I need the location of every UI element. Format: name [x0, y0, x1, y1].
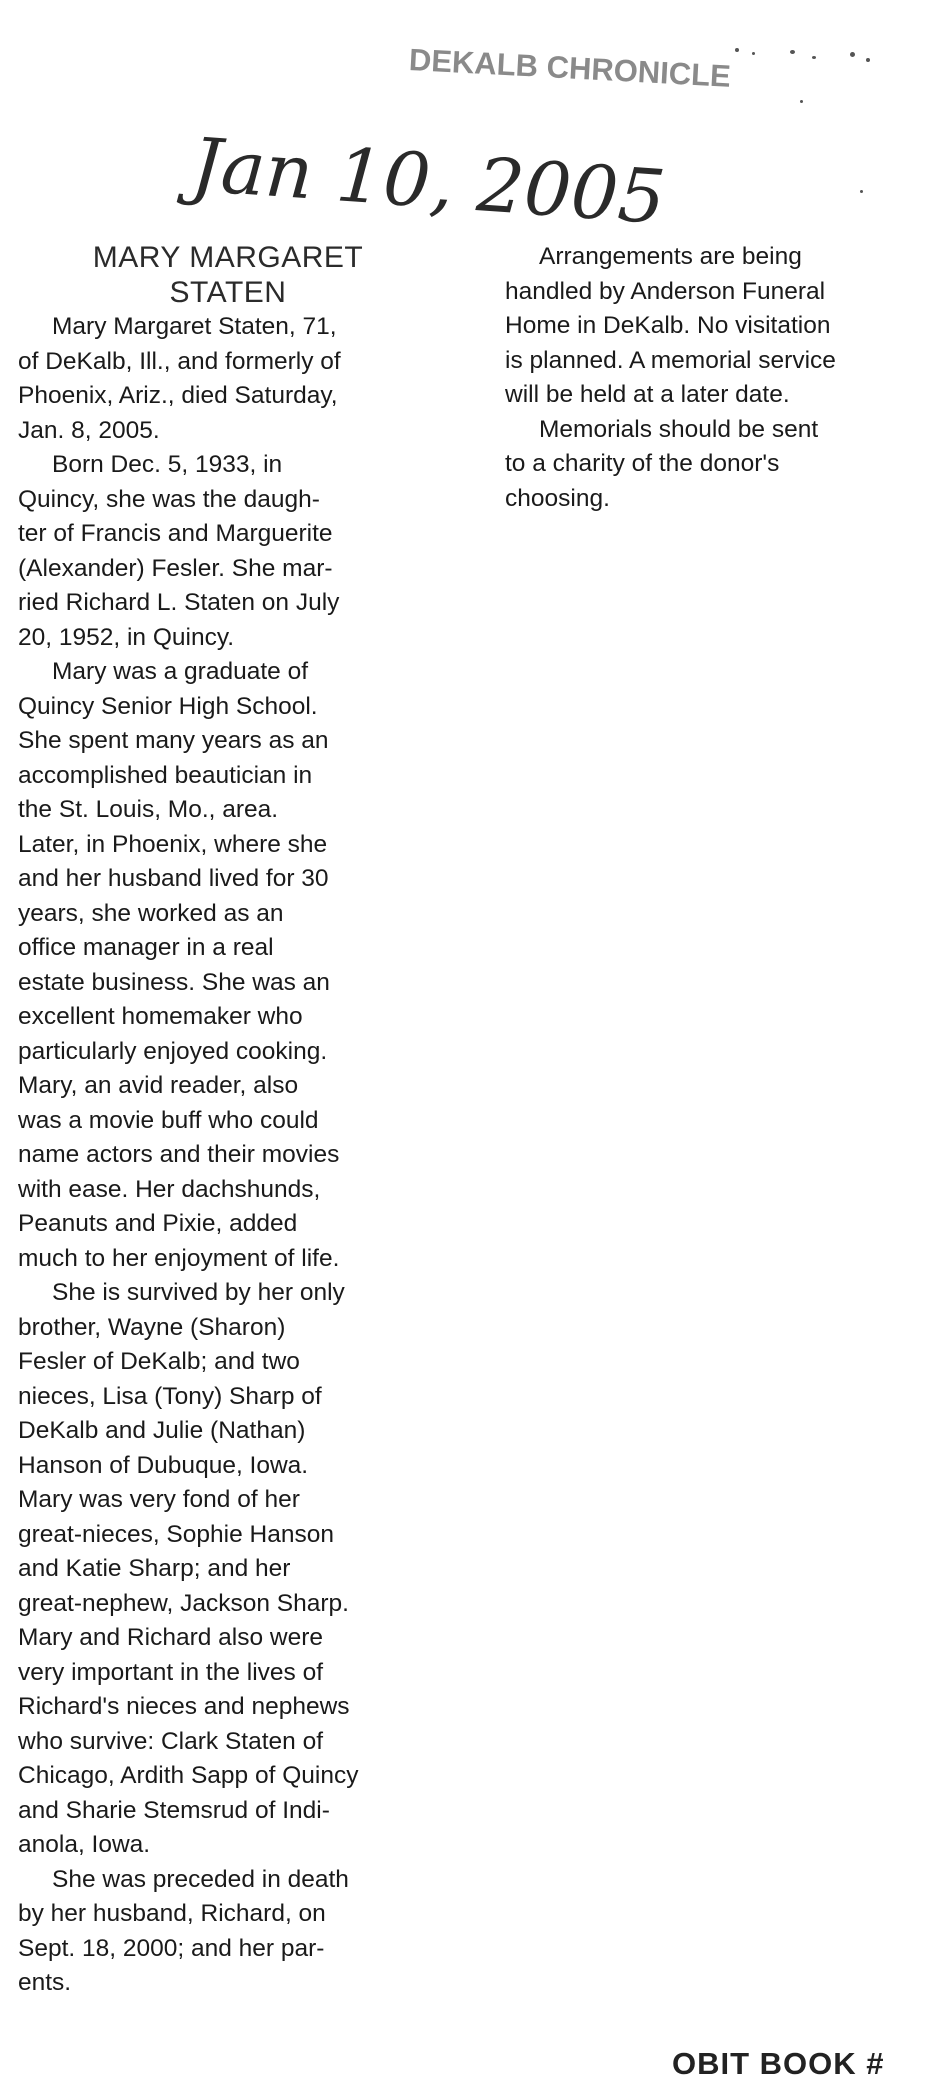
text-line: Mary Margaret Staten, 71,	[52, 313, 337, 340]
obituary-right-column	[505, 240, 895, 516]
obituary-paragraph	[505, 413, 895, 517]
text-line: to a charity of the donor's	[505, 450, 780, 477]
handwritten-date-svg	[188, 90, 710, 242]
text-line: ter of Francis and Marguerite	[18, 520, 333, 547]
text-line: and Sharie Stemsrud of Indi-	[18, 1796, 330, 1824]
scan-speck	[850, 52, 855, 57]
text-line: particularly enjoyed cooking.	[18, 1037, 328, 1065]
handwritten-date	[188, 90, 710, 242]
text-line: accomplished beautician in	[18, 761, 313, 789]
text-line: DeKalb and Julie (Nathan)	[18, 1417, 306, 1444]
text-line: Later, in Phoenix, where she	[18, 830, 328, 858]
text-line: Peanuts and Pixie, added	[18, 1210, 298, 1237]
scan-speck	[735, 48, 739, 52]
obituary-paragraph	[18, 1863, 438, 2001]
headline-line: STATEN	[169, 276, 287, 309]
text-line: Mary and Richard also were	[18, 1624, 324, 1651]
left-paragraphs	[18, 310, 438, 2001]
text-line: Quincy Senior High School.	[18, 692, 318, 720]
headline-line: MARY MARGARET	[92, 241, 364, 274]
text-line: the St. Louis, Mo., area.	[18, 796, 279, 823]
scan-speck	[866, 58, 870, 62]
text-line: handled by Anderson Funeral	[505, 277, 826, 305]
text-line: anola, Iowa.	[18, 1831, 151, 1858]
text-line: Hanson of Dubuque, Iowa.	[18, 1451, 309, 1479]
text-line: estate business. She was an	[18, 968, 330, 996]
scan-speck	[752, 52, 755, 55]
text-line: and Katie Sharp; and her	[18, 1555, 291, 1582]
text-line: name actors and their movies	[18, 1141, 340, 1168]
text-line: Sept. 18, 2000; and her par-	[18, 1934, 325, 1962]
text-line: great-nieces, Sophie Hanson	[18, 1520, 334, 1548]
text-line: Phoenix, Ariz., died Saturday,	[18, 382, 338, 409]
newspaper-masthead: DEKALB CHRONICLE	[408, 42, 732, 94]
text-line: much to her enjoyment of life.	[18, 1244, 340, 1272]
text-line: brother, Wayne (Sharon)	[18, 1313, 286, 1341]
text-line: with ease. Her dachshunds,	[18, 1175, 321, 1203]
text-line: She is survived by her only	[52, 1279, 345, 1306]
text-line: years, she worked as an	[18, 899, 284, 927]
obituary-paragraph	[18, 1276, 438, 1863]
scan-speck	[800, 100, 803, 103]
text-line: Quincy, she was the daugh-	[18, 485, 320, 513]
text-line: by her husband, Richard, on	[18, 1900, 326, 1927]
text-line: very important in the lives of	[18, 1658, 324, 1686]
text-line: 20, 1952, in Quincy.	[18, 623, 235, 651]
obituary-left-column	[18, 240, 438, 2001]
text-line: ents.	[18, 1969, 72, 1996]
obituary-paragraph	[505, 240, 895, 413]
obituary-paragraph	[18, 310, 438, 448]
text-line: Home in DeKalb. No visitation	[505, 312, 831, 339]
text-line: Memorials should be sent	[539, 415, 819, 443]
obit-book-label: OBIT BOOK #	[672, 2046, 885, 2081]
text-line: was a movie buff who could	[18, 1106, 319, 1134]
text-line: Jan. 8, 2005.	[18, 416, 160, 444]
text-line: Richard's nieces and nephews	[18, 1693, 350, 1720]
text-line: Born Dec. 5, 1933, in	[52, 451, 283, 478]
text-line: Mary was a graduate of	[52, 658, 309, 685]
text-line: Fesler of DeKalb; and two	[18, 1348, 300, 1375]
text-line: nieces, Lisa (Tony) Sharp of	[18, 1382, 322, 1410]
text-line: She was preceded in death	[52, 1865, 349, 1893]
handwritten-date-text: Jan 10, 2005	[188, 122, 669, 242]
text-line: is planned. A memorial service	[505, 346, 836, 374]
text-line: (Alexander) Fesler. She mar-	[18, 554, 333, 582]
obituary-paragraph	[18, 448, 438, 655]
text-line: Chicago, Ardith Sapp of Quincy	[18, 1762, 359, 1789]
right-paragraphs	[505, 240, 895, 516]
text-line: She spent many years as an	[18, 727, 329, 754]
text-line: who survive: Clark Staten of	[18, 1727, 324, 1755]
text-line: office manager in a real	[18, 934, 274, 961]
text-line: of DeKalb, Ill., and formerly of	[18, 347, 341, 375]
obituary-paragraph	[18, 655, 438, 1276]
text-line: Mary was very fond of her	[18, 1486, 300, 1513]
scan-speck	[860, 190, 863, 193]
scan-speck	[790, 50, 795, 54]
text-line: and her husband lived for 30	[18, 865, 329, 892]
text-line: choosing.	[505, 484, 610, 512]
text-line: excellent homemaker who	[18, 1003, 303, 1030]
scan-speck	[812, 56, 816, 59]
text-line: Mary, an avid reader, also	[18, 1072, 299, 1099]
obituary-headline	[28, 240, 428, 310]
text-line: great-nephew, Jackson Sharp.	[18, 1589, 349, 1617]
text-line: ried Richard L. Staten on July	[18, 589, 340, 616]
text-line: Arrangements are being	[539, 243, 802, 270]
text-line: will be held at a later date.	[505, 381, 790, 408]
